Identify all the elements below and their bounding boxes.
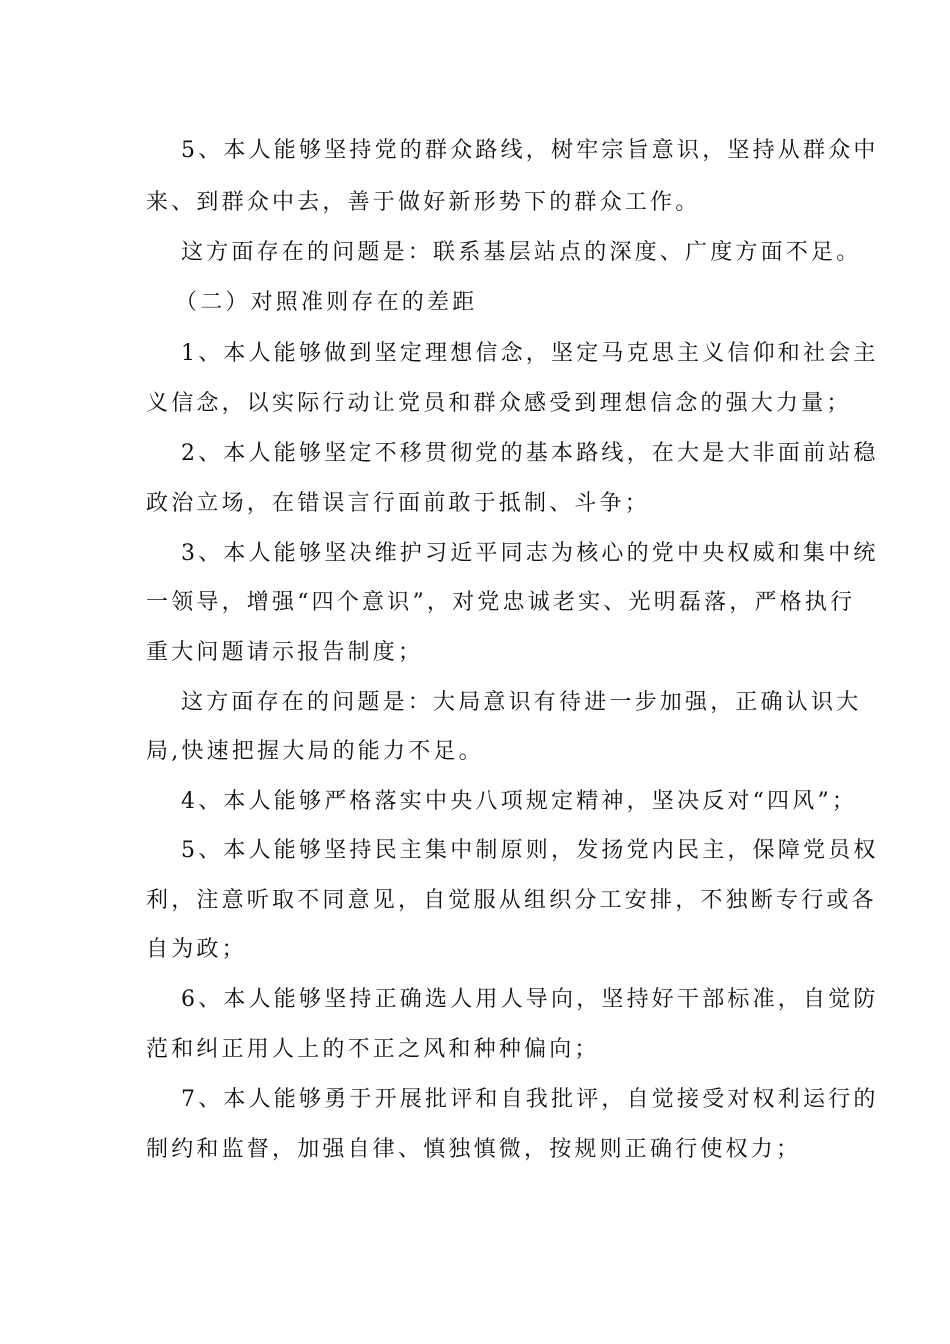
text-line: 范和纠正用人上的不正之风和种种偏向； [146,1037,600,1062]
text-line: 2、本人能够坚定不移贯彻党的基本路线，在大是大非面前站稳 [181,441,879,466]
text-line: 制约和监督，加强自律、慎独慎微，按规则正确行使权力； [146,1137,802,1162]
text-line: 自为政； [146,937,247,962]
text-line: 7、本人能够勇于开展批评和自我批评，自觉接受对权利运行的 [181,1087,879,1112]
text-line: 重大问题请示报告制度； [146,640,424,665]
text-line: 3、本人能够坚决维护习近平同志为核心的党中央权威和集中统 [181,541,879,566]
text-line: 6、本人能够坚持正确选人用人导向，坚持好干部标准，自觉防 [181,987,879,1012]
text-line: 利，注意听取不同意见，自觉服从组织分工安排，不独断专行或各 [146,888,877,913]
text-line: 来、到群众中去，善于做好新形势下的群众工作。 [146,190,701,215]
text-line: 一领导，增强“四个意识”，对党忠诚老实、光明磊落，严格执行 [146,590,856,615]
text-line: 4、本人能够严格落实中央八项规定精神，坚决反对“四风”； [181,789,858,814]
text-line: 5、本人能够坚持党的群众路线，树牢宗旨意识，坚持从群众中 [181,138,879,163]
section-heading: （二）对照准则存在的差距 [175,290,478,315]
text-line: 义信念，以实际行动让党员和群众感受到理想信念的强大力量； [146,391,852,416]
text-line: 1、本人能够做到坚定理想信念，坚定马克思主义信仰和社会主 [181,341,879,366]
text-line: 局,快速把握大局的能力不足。 [146,739,484,764]
text-line: 这方面存在的问题是：联系基层站点的深度、广度方面不足。 [181,240,862,265]
text-line: 5、本人能够坚持民主集中制原则，发扬党内民主，保障党员权 [181,838,879,863]
text-line: 政治立场，在错误言行面前敢于抵制、斗争； [146,491,651,516]
text-line: 这方面存在的问题是：大局意识有待进一步加强，正确认识大 [181,690,862,715]
